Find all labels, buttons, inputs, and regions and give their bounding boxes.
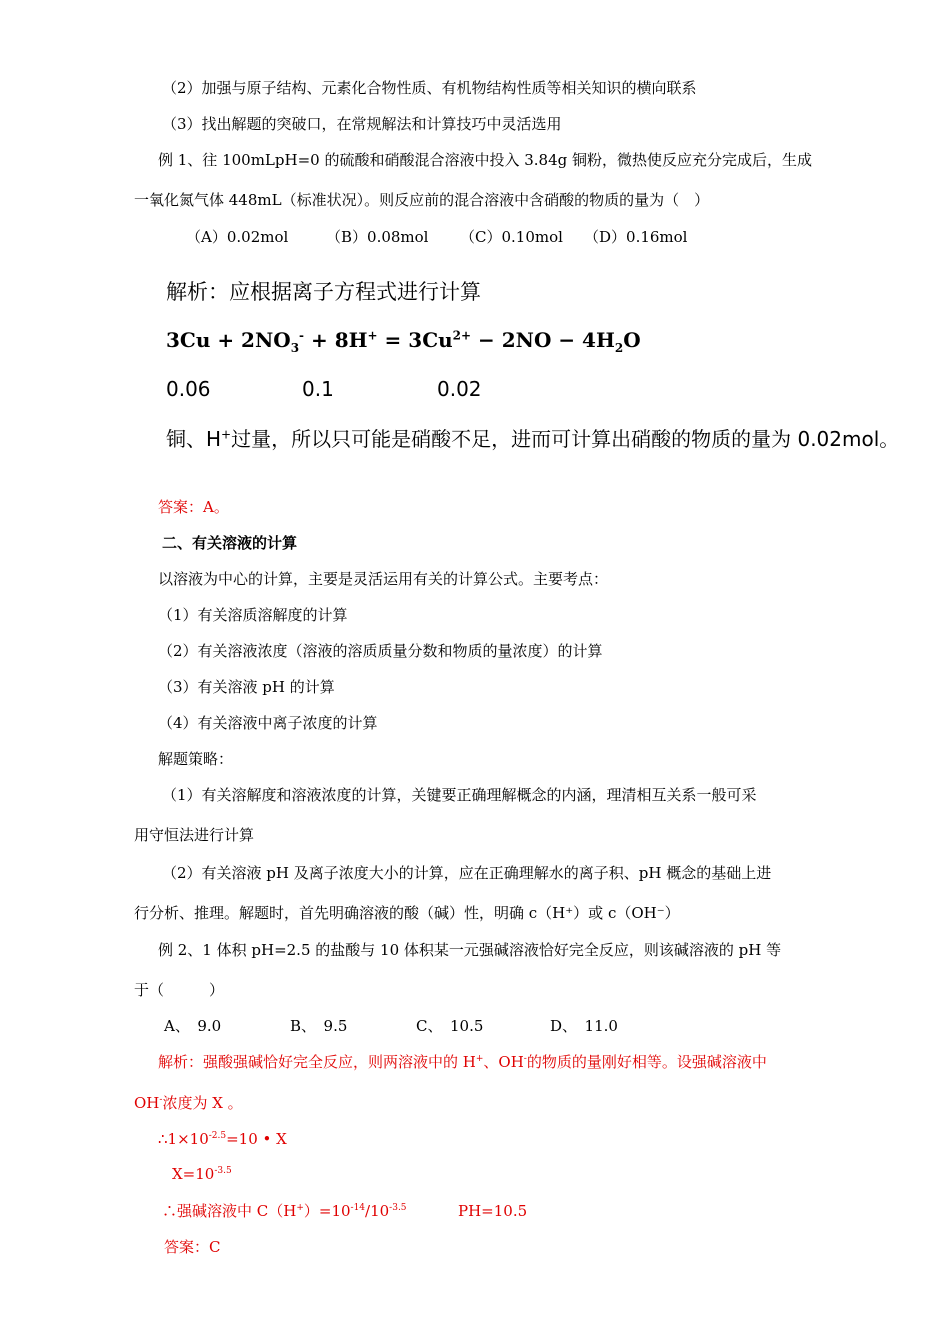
calc-line: $\therefore 1\times 10^{-2.5}=10$ • X [158,1130,287,1148]
option-d: D、 11.0 [550,1017,618,1035]
text-line: （2）加强与原子结构、元素化合物性质、有机物结构性质等相关知识的横向联系 [162,79,697,97]
example-1-line: 一氧化氮气体 448mL（标准状况）。则反应前的混合溶液中含硝酸的物质的量为（ ） [134,191,710,209]
option-b: B、 9.5 [290,1017,348,1035]
calc-line: ∴强碱溶液中 $C(H^+)=10^{-14}/10^{-3.5}$ [162,1202,407,1220]
section-2-intro: 以溶液为中心的计算，主要是灵活运用有关的计算公式。主要考点： [158,570,609,588]
text-line: （3）找出解题的突破口，在常规解法和计算技巧中灵活选用 [162,115,562,133]
image-conclusion: 铜、H+过量，所以只可能是硝酸不足，进而可计算出硝酸的物质的量为 0.02mol。 [166,427,900,451]
section-2-title: 二、有关溶液的计算 [162,534,298,552]
option-a: （A）0.02mol [186,228,289,246]
exam-point: （1）有关溶质溶解度的计算 [158,606,348,624]
strategy-2: 行分析、推理。解题时，首先明确溶液的酸（碱）性，明确 c（H⁺）或 c（OH⁻） [134,904,680,922]
option-a: A、 9.0 [164,1017,222,1035]
example-2-line: 于（ ） [134,981,225,999]
answer-2: 答案：C [164,1238,221,1256]
exam-point: （2）有关溶液浓度（溶液的溶质质量分数和物质的量浓度）的计算 [158,642,603,660]
answer-1: 答案：A。 [158,498,229,516]
image-title: 解析：应根据离子方程式进行计算 [166,280,481,304]
example-2-line: 例 2、1 体积 pH=2.5 的盐酸与 10 体积某一元强碱溶液恰好完全反应，则该碱溶液的 pH 等 [158,941,782,959]
strategy-1: 用守恒法进行计算 [134,826,255,844]
value-no3: 0.1 [302,377,334,401]
analysis-2: OH-浓度为 X 。 [134,1094,243,1112]
exam-point: （3）有关溶液 pH 的计算 [158,678,335,696]
exam-point: （4）有关溶液中离子浓度的计算 [158,714,378,732]
strategy-2: （2）有关溶液 pH 及离子浓度大小的计算，应在正确理解水的离子积、pH 概念的基础上进 [162,864,772,882]
example-1-line: 例 1、往 100mLpH=0 的硫酸和硝酸混合溶液中投入 3.84g 铜粉，微热使反应充分完成后，生成 [158,151,812,169]
strategy-heading: 解题策略： [158,750,234,768]
value-cu: 0.06 [166,377,211,401]
calc-result: PH=10.5 [458,1202,528,1220]
calc-line: $X=10^{-3.5}$ [172,1165,232,1183]
ionic-equation: $3Cu + 2NO_3^- + 8H^+ = 3Cu^{2+} - 2NO - 4H_2O$ [166,328,641,355]
option-c: （C）0.10mol [460,228,563,246]
value-no: 0.02 [437,377,482,401]
option-c: C、 10.5 [416,1017,484,1035]
option-b: （B）0.08mol [326,228,429,246]
option-d: （D）0.16mol [584,228,688,246]
strategy-1: （1）有关溶解度和溶液浓度的计算，关键要正确理解概念的内涵，理清相互关系一般可采 [162,786,757,804]
analysis-2: 解析：强酸强碱恰好完全反应，则两溶液中的 H+、OH-的物质的量刚好相等。设强碱溶液中 [158,1053,767,1071]
